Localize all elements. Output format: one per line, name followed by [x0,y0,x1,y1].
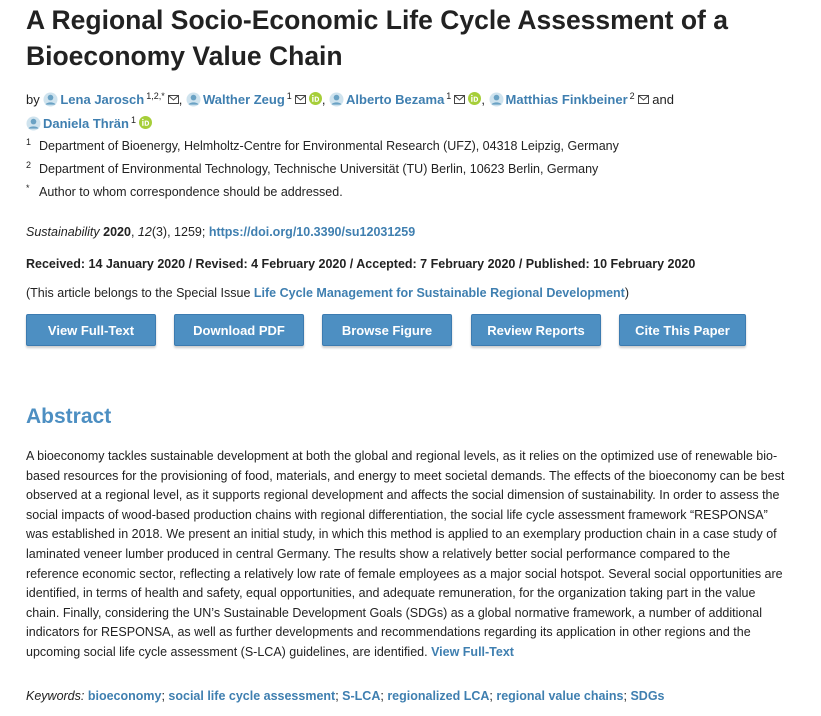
person-icon [329,92,344,107]
keyword-link[interactable]: S-LCA [342,689,381,703]
affiliation-text: Department of Bioenergy, Helmholtz-Centre for Environmental Research (UFZ), 04318 Leipzig, Germany [39,139,619,153]
person-icon [26,116,41,131]
special-issue-note [26,285,629,302]
author-daniela-thran [26,116,152,131]
affiliation-text: Department of Environmental Technology, Technische Universität (TU) Berlin, 10623 Berlin, Germany [39,162,599,176]
keyword-link[interactable]: SDGs [630,689,665,703]
author-lena-jarosch: Lena Jarosch $^{1,2,*}$ , [43,92,186,107]
journal-name: Sustainability [26,225,100,239]
orcid-icon[interactable] [468,90,481,103]
special-issue-suffix: ) [624,286,629,300]
mail-icon[interactable] [295,89,306,98]
affiliation-item [26,138,806,161]
citation-volume: 12 [137,225,152,239]
mail-icon[interactable] [638,89,649,98]
by-label: by [26,92,40,107]
author-name-link[interactable]: Daniela Thrän [43,116,129,131]
abstract-heading: Abstract [26,405,112,428]
mail-icon[interactable] [168,89,179,98]
affiliation-sup: 1 [286,91,292,101]
affiliation-item [26,184,806,207]
publication-dates: Received: 14 January 2020 / Revised: 4 February 2020 / Accepted: 7 February 2020 / Published: 10 February 2020 [26,257,696,271]
affiliation-number: 2 [26,160,32,170]
and-label: and [652,92,674,107]
review-reports-button[interactable]: Review Reports [471,314,601,346]
citation-line: Sustainability 2020, 12(3), 1259; https://doi.org/10.3390/su12031259 [26,225,416,239]
affiliation-text: Author to whom correspondence should be addressed. [39,185,343,199]
person-icon [186,92,201,107]
keyword-link[interactable]: regionalized LCA [387,689,490,703]
author-alberto-bezama: Alberto Bezama $^1$ , [329,92,489,107]
affiliation-sup: 2 [629,91,635,101]
keyword-link[interactable]: bioeconomy [87,689,162,703]
affiliation-sup: 1,2,* [146,91,165,101]
person-icon [43,92,58,107]
orcid-icon[interactable] [309,90,322,103]
abstract-view-full-text-link[interactable]: View Full-Text [431,644,514,659]
special-issue-prefix: (This article belongs to the Special Issue [26,286,251,300]
author-name-link[interactable]: Walther Zeug [202,92,285,107]
special-issue-link[interactable]: Life Cycle Management for Sustainable Regional Development [253,286,625,300]
mail-icon[interactable] [454,89,465,98]
affiliation-sup: 1 [130,115,136,125]
doi-link[interactable]: https://doi.org/10.3390/su12031259 [208,225,416,239]
abstract-text [26,447,786,663]
citation-issue-pages: (3), 1259; [151,225,206,239]
affiliation-sup: 1 [446,91,452,101]
author-name-link[interactable]: Alberto Bezama [346,92,445,107]
abstract-body: A bioeconomy tackles sustainable development at both the global and regional levels, as it relies on the optimized use of renewable bio-based resources for the provisioning of food, materials, and energy to meet societal demands. The effects of the bioeconomy can be best observed at a regional level, as it supports regional development and affects the social dimension of sustainability. In order to assess the social impacts of wood-based production chains with regional differentiation, the social life cycle assessment framework “RESPONSA” was established in 2018. We present an initial study, in which this method is applied to an exemplary production chain in a case study of laminated veneer lumber produced in central Germany. The results show a relatively better social performance compared to the reference economic sector, reflecting a relatively low rate of female employees as a major social hotspot. Several social opportunities are identified, in terms of health and safety, equal opportunities, and adequate remuneration, for the organization taking part in the value chain. Finally, considering the UN’s Sustainable Development Goals (SDGs) as a global normative framework, a number of additional indicators for RESPONSA, as well as further developments and recommendations regarding its application in other regions and the upcoming social life cycle assessment (S-LCA) guidelines, are identified. [26,449,785,659]
author-matthias-finkbeiner [489,92,653,107]
keyword-link[interactable]: regional value chains [496,689,624,703]
author-list [26,86,806,134]
citation-year: 2020 [103,225,131,239]
affiliation-list [26,138,806,207]
download-pdf-button[interactable]: Download PDF [174,314,304,346]
cite-this-paper-button[interactable]: Cite This Paper [619,314,746,346]
person-icon [489,92,504,107]
author-name-link[interactable]: Lena Jarosch [60,92,145,107]
affiliation-number: * [26,183,30,193]
affiliation-item [26,161,806,184]
affiliation-number: 1 [26,137,32,147]
keywords-line: Keywords: bioeconomy; social life cycle assessment; S-LCA; regionalized LCA; regional value chains; SDGs [26,689,665,703]
article-title: A Regional Socio-Economic Life Cycle Assessment of a Bioeconomy Value Chain [26,5,728,71]
orcid-icon[interactable] [139,114,152,127]
browse-figure-button[interactable]: Browse Figure [322,314,452,346]
author-name-link[interactable]: Matthias Finkbeiner [505,92,628,107]
view-full-text-button[interactable]: View Full-Text [26,314,156,346]
keywords-label: Keywords: [26,689,85,703]
keyword-link[interactable]: social life cycle assessment [168,689,336,703]
author-walther-zeug: Walther Zeug $^1$ , [186,92,329,107]
